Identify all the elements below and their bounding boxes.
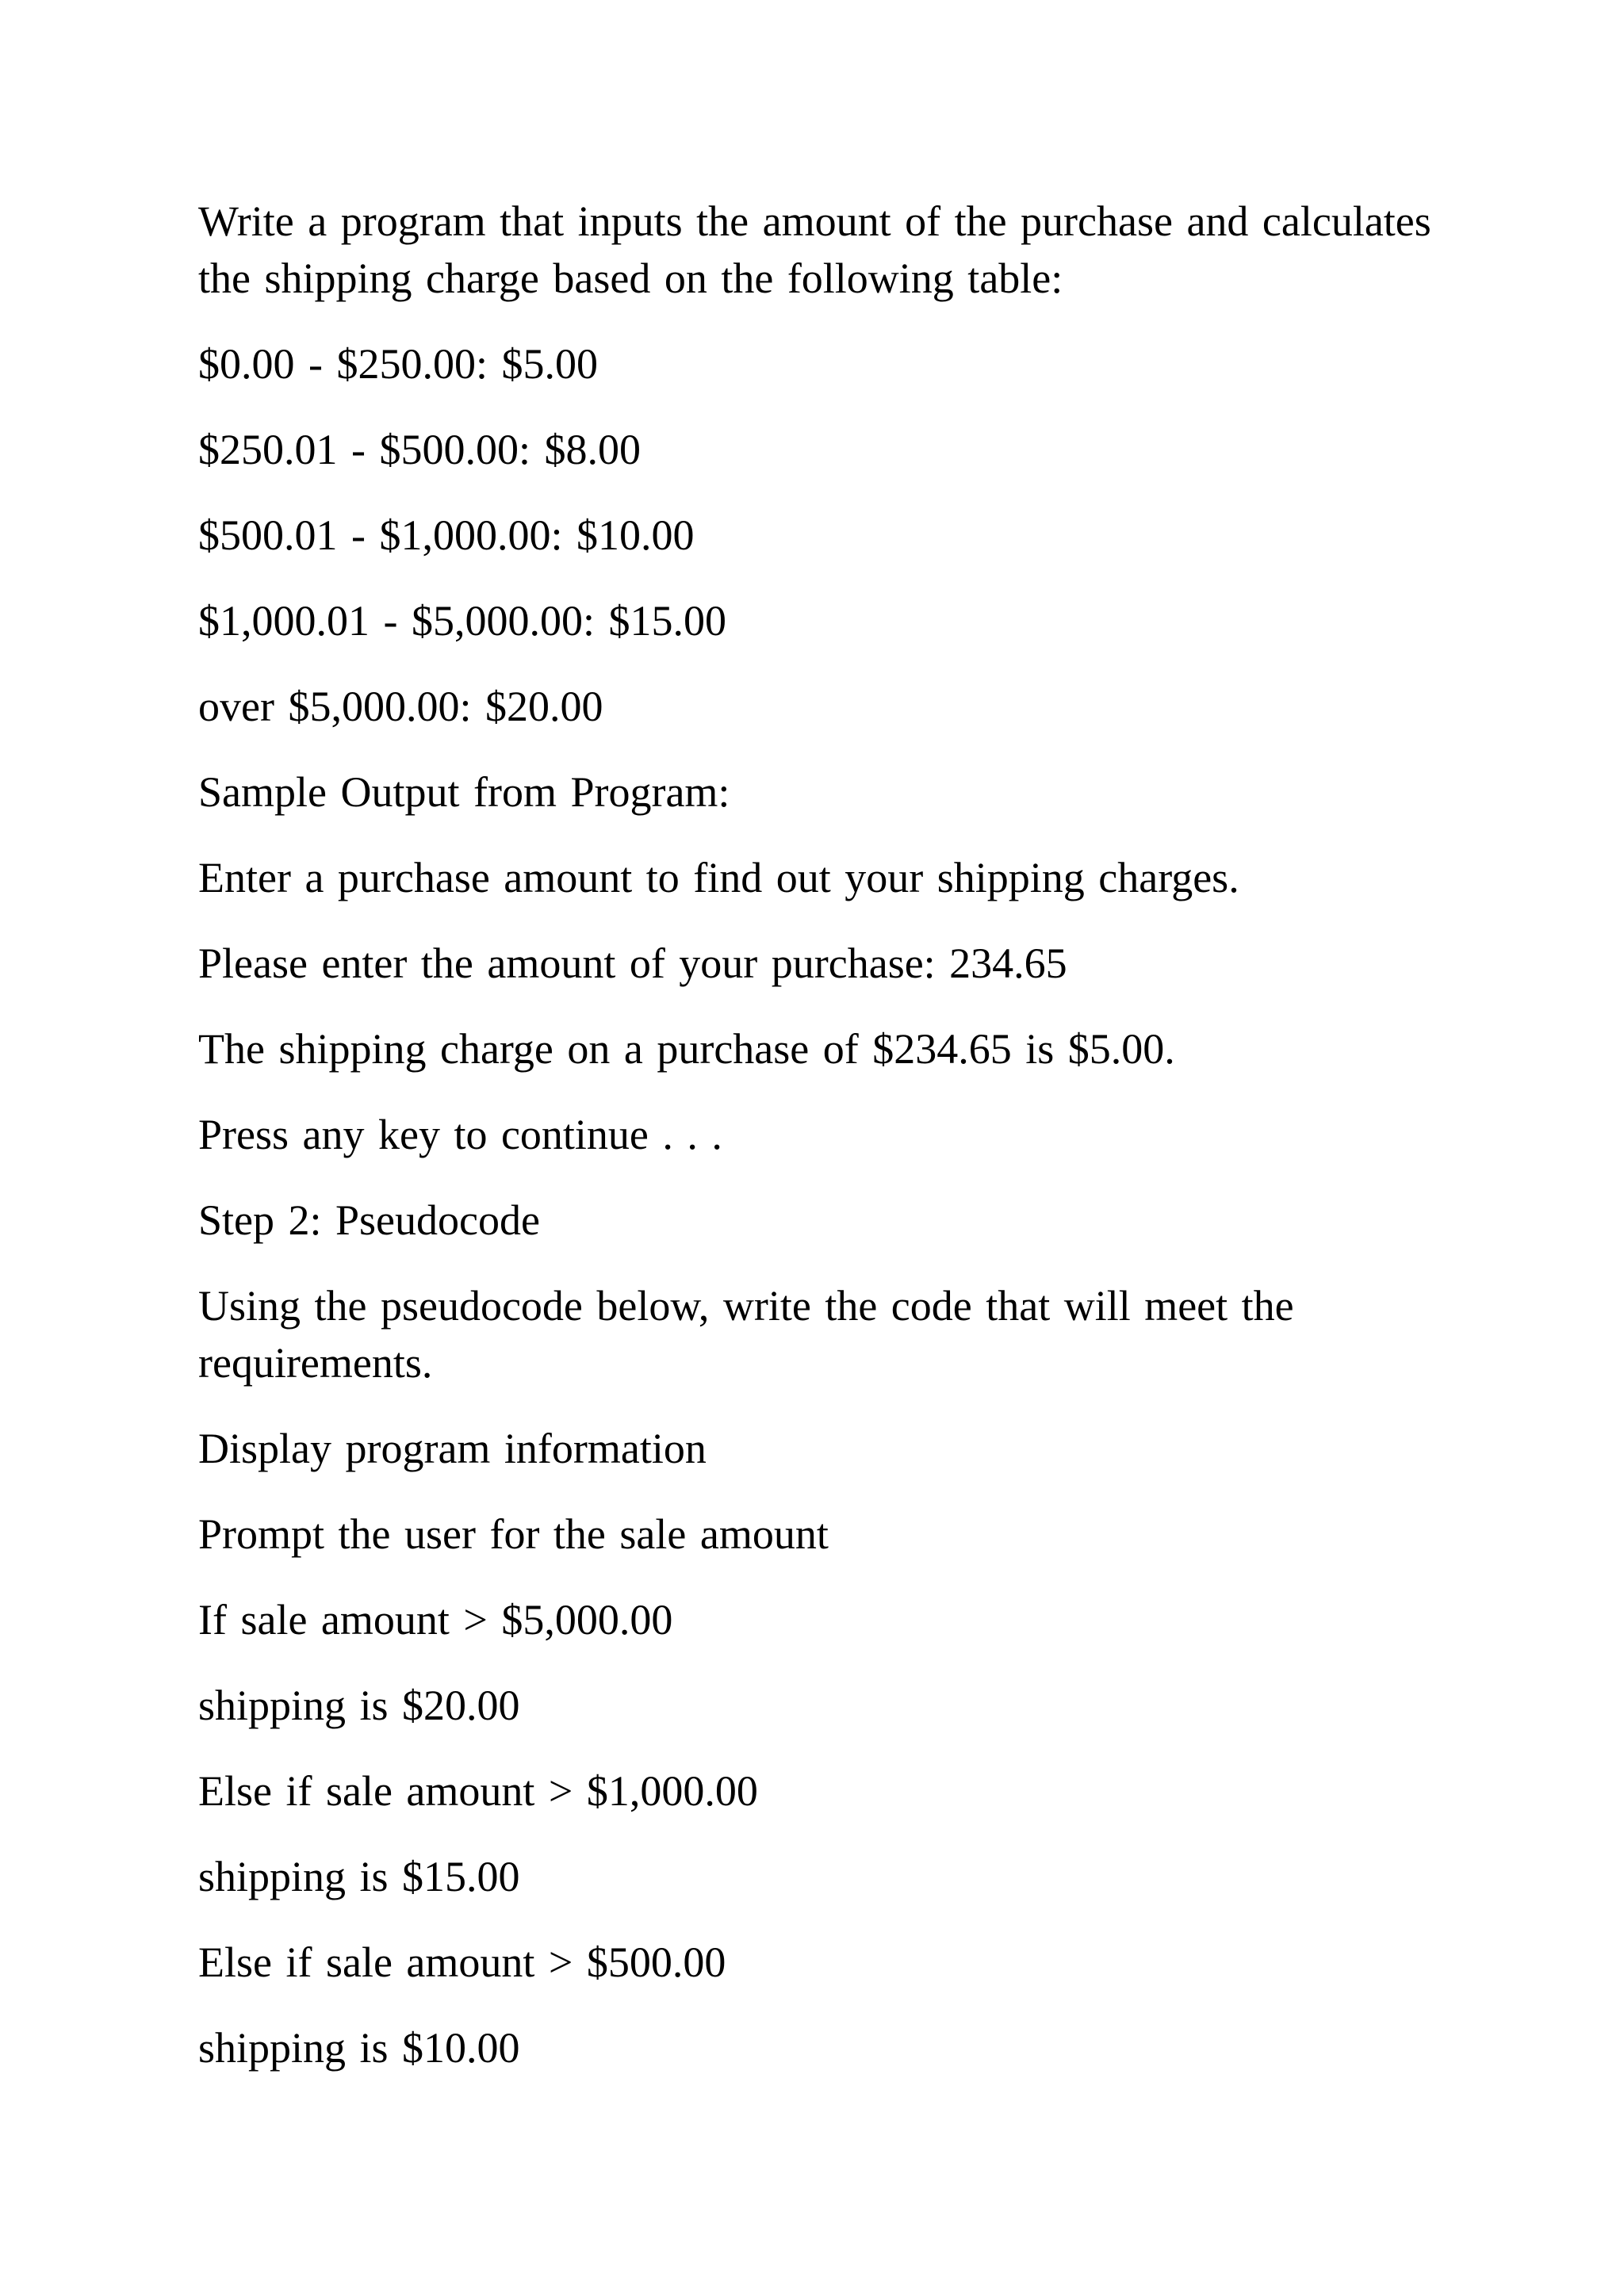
step-2-heading: Step 2: Pseudocode bbox=[198, 1196, 540, 1244]
pseudocode-line-3: If sale amount > $5,000.00 bbox=[198, 1596, 673, 1644]
pseudocode-line-7: Else if sale amount > $500.00 bbox=[198, 1938, 726, 1986]
rate-row-5: over $5,000.00: $20.00 bbox=[198, 683, 603, 730]
pseudocode-intro: Using the pseudocode below, write the code that will meet the requirements. bbox=[198, 1282, 1294, 1387]
pseudocode-line-6: shipping is $15.00 bbox=[198, 1853, 520, 1900]
document-body bbox=[198, 193, 1459, 2105]
pseudocode-line-4: shipping is $20.00 bbox=[198, 1682, 520, 1729]
sample-output-line-2: Please enter the amount of your purchase: 234.65 bbox=[198, 939, 1067, 987]
pseudocode-line-2: Prompt the user for the sale amount bbox=[198, 1510, 829, 1558]
rate-row-4: $1,000.01 - $5,000.00: $15.00 bbox=[198, 597, 726, 645]
sample-output-line-3: The shipping charge on a purchase of $234.65 is $5.00. bbox=[198, 1025, 1175, 1073]
pseudocode-line-1: Display program information bbox=[198, 1425, 707, 1472]
sample-output-line-4: Press any key to continue . . . bbox=[198, 1111, 722, 1158]
sample-output-heading: Sample Output from Program: bbox=[198, 768, 730, 816]
intro-paragraph: Write a program that inputs the amount of the purchase and calculates the shipping charge based on the following table: bbox=[198, 197, 1431, 302]
pseudocode-line-8: shipping is $10.00 bbox=[198, 2024, 520, 2072]
pseudocode-line-5: Else if sale amount > $1,000.00 bbox=[198, 1767, 758, 1815]
rate-row-1: $0.00 - $250.00: $5.00 bbox=[198, 340, 598, 388]
rate-row-3: $500.01 - $1,000.00: $10.00 bbox=[198, 511, 695, 559]
rate-row-2: $250.01 - $500.00: $8.00 bbox=[198, 426, 641, 473]
sample-output-line-1: Enter a purchase amount to find out your shipping charges. bbox=[198, 854, 1239, 901]
